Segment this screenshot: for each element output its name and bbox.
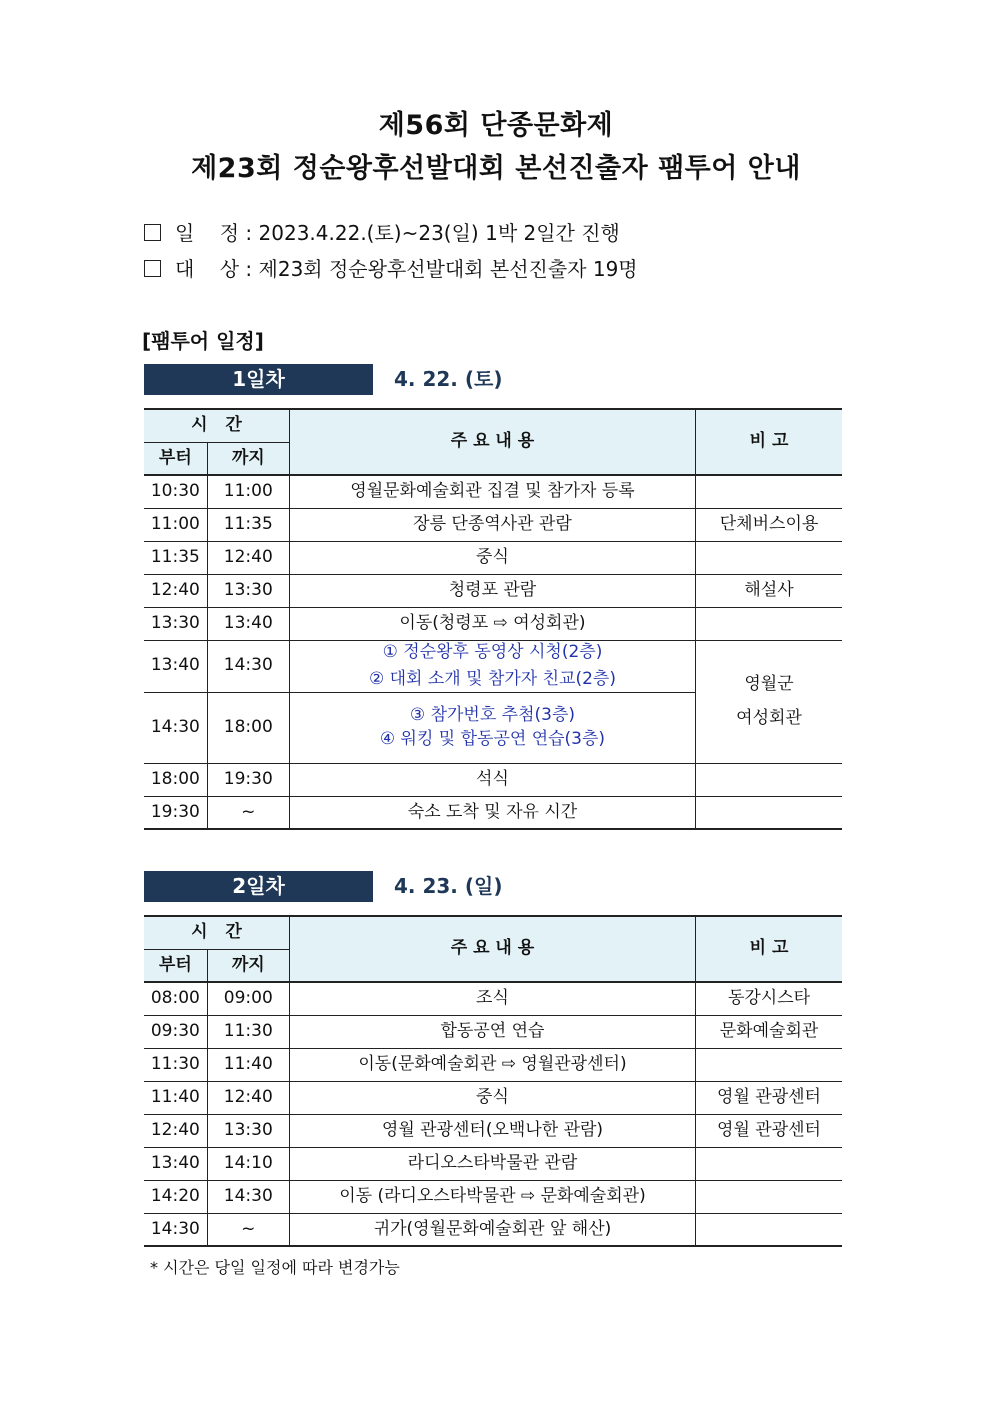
time-to: 09:00 [207, 982, 289, 1015]
table-row [144, 796, 842, 829]
table-row [144, 1048, 842, 1081]
table-row [144, 982, 842, 1015]
table-row [144, 1147, 842, 1180]
remarks-cell [696, 1213, 842, 1246]
day2-table [144, 915, 842, 1247]
remarks-cell: 영월 관광센터 [696, 1114, 842, 1147]
table-row [144, 1081, 842, 1114]
info-target-value: 제23회 정순왕후선발대회 본선진출자 19명 [258, 257, 638, 281]
day2-label: 2일차 [144, 871, 373, 902]
time-from: 10:30 [144, 475, 207, 508]
time-from: 12:40 [144, 574, 207, 607]
content-cell: 이동(청령포 ⇨ 여성회관) [289, 607, 695, 640]
title-line-2: 제23회 정순왕후선발대회 본선진출자 팸투어 안내 [191, 153, 801, 184]
time-to: ~ [207, 1213, 289, 1246]
time-to: 13:30 [207, 1114, 289, 1147]
content-cell: 합동공연 연습 [289, 1015, 695, 1048]
time-from: 11:35 [144, 541, 207, 574]
table-row [144, 1180, 842, 1213]
day2-date: 4. 23. (일) [394, 874, 503, 898]
remarks-line: 여성회관 [736, 707, 802, 728]
footnote: * 시간은 당일 일정에 따라 변경가능 [150, 1258, 400, 1277]
time-from: 13:40 [144, 640, 207, 692]
remarks-cell [696, 796, 842, 829]
content-cell: 이동 (라디오스타박물관 ⇨ 문화예술회관) [289, 1180, 695, 1213]
header-from: 부터 [144, 949, 207, 982]
remarks-cell: 해설사 [696, 574, 842, 607]
content-cell: 중식 [289, 541, 695, 574]
time-from: 11:00 [144, 508, 207, 541]
time-from: 18:00 [144, 763, 207, 796]
remarks-cell [696, 541, 842, 574]
time-from: 12:40 [144, 1114, 207, 1147]
header-to: 까지 [207, 442, 289, 475]
content-cell: 장릉 단종역사관 관람 [289, 508, 695, 541]
day1-date: 4. 22. (토) [394, 367, 503, 391]
remarks-cell: 동강시스타 [696, 982, 842, 1015]
time-to: 13:30 [207, 574, 289, 607]
info-schedule: 일 정 : 2023.4.22.(토)~23(일) 1박 2일간 진행 [144, 217, 620, 246]
content-cell: 이동(문화예술회관 ⇨ 영월관광센터) [289, 1048, 695, 1081]
time-to: 12:40 [207, 541, 289, 574]
remarks-cell: 문화예술회관 [696, 1015, 842, 1048]
content-cell: 라디오스타박물관 관람 [289, 1147, 695, 1180]
content-cell [289, 640, 695, 692]
time-from: 13:40 [144, 1147, 207, 1180]
remarks-cell: 영월 관광센터 [696, 1081, 842, 1114]
remarks-merged [696, 640, 842, 763]
info-target-label: 대 상 [175, 257, 240, 281]
time-from: 14:30 [144, 692, 207, 763]
table-row [144, 640, 842, 692]
info-schedule-value: 2023.4.22.(토)~23(일) 1박 2일간 진행 [258, 221, 620, 245]
time-from: 13:30 [144, 607, 207, 640]
remarks-cell [696, 607, 842, 640]
day1-header [144, 364, 844, 395]
table-row [144, 475, 842, 508]
remarks-line: 영월군 [744, 674, 794, 695]
time-from: 08:00 [144, 982, 207, 1015]
content-line: ① 정순왕후 동영상 시청(2층) [382, 642, 603, 663]
header-from: 부터 [144, 442, 207, 475]
remarks-cell [696, 1048, 842, 1081]
header-remarks: 비 고 [696, 409, 842, 475]
info-target: 대 상 : 제23회 정순왕후선발대회 본선진출자 19명 [144, 253, 638, 282]
table-row [144, 1015, 842, 1048]
header-time: 시 간 [144, 409, 289, 442]
info-schedule-label: 일 정 [175, 221, 240, 245]
content-cell [289, 692, 695, 763]
content-cell: 석식 [289, 763, 695, 796]
time-to: 14:30 [207, 640, 289, 692]
day1-label: 1일차 [144, 364, 373, 395]
header-time: 시 간 [144, 916, 289, 949]
time-from: 14:20 [144, 1180, 207, 1213]
table-row [144, 607, 842, 640]
time-to: 14:10 [207, 1147, 289, 1180]
time-from: 11:30 [144, 1048, 207, 1081]
time-to: 11:00 [207, 475, 289, 508]
remarks-cell: 단체버스이용 [696, 508, 842, 541]
time-from: 14:30 [144, 1213, 207, 1246]
remarks-cell [696, 763, 842, 796]
day2-header [144, 871, 844, 902]
table-row [144, 574, 842, 607]
header-to: 까지 [207, 949, 289, 982]
time-to: 14:30 [207, 1180, 289, 1213]
table-row [144, 508, 842, 541]
time-to: 19:30 [207, 763, 289, 796]
content-cell: 조식 [289, 982, 695, 1015]
content-line: ② 대회 소개 및 참가자 친교(2층) [368, 668, 616, 689]
content-line: ④ 워킹 및 합동공연 연습(3층) [379, 729, 606, 749]
header-content: 주 요 내 용 [289, 409, 695, 475]
header-remarks: 비 고 [696, 916, 842, 982]
remarks-cell [696, 475, 842, 508]
time-from: 09:30 [144, 1015, 207, 1048]
time-from: 11:40 [144, 1081, 207, 1114]
remarks-cell [696, 1180, 842, 1213]
table-row [144, 763, 842, 796]
table-row [144, 541, 842, 574]
time-to: 11:40 [207, 1048, 289, 1081]
content-cell: 숙소 도착 및 자유 시간 [289, 796, 695, 829]
content-cell: 청령포 관람 [289, 574, 695, 607]
checkbox-icon [144, 260, 161, 277]
checkbox-icon [144, 224, 161, 241]
content-line: ③ 참가번호 추첨(3층) [409, 704, 576, 725]
section-title: [팸투어 일정] [142, 329, 264, 353]
content-cell: 귀가(영월문화예술회관 앞 해산) [289, 1213, 695, 1246]
time-to: 12:40 [207, 1081, 289, 1114]
time-to: 13:40 [207, 607, 289, 640]
content-cell: 영월 관광센터(오백나한 관람) [289, 1114, 695, 1147]
time-to: ~ [207, 796, 289, 829]
content-cell: 중식 [289, 1081, 695, 1114]
content-cell: 영월문화예술회관 집결 및 참가자 등록 [289, 475, 695, 508]
title-line-1: 제56회 단종문화제 [378, 110, 614, 141]
day1-table [144, 408, 842, 830]
time-to: 11:30 [207, 1015, 289, 1048]
table-row [144, 1114, 842, 1147]
time-to: 11:35 [207, 508, 289, 541]
time-from: 19:30 [144, 796, 207, 829]
header-content: 주 요 내 용 [289, 916, 695, 982]
table-row [144, 1213, 842, 1246]
remarks-cell [696, 1147, 842, 1180]
time-to: 18:00 [207, 692, 289, 763]
